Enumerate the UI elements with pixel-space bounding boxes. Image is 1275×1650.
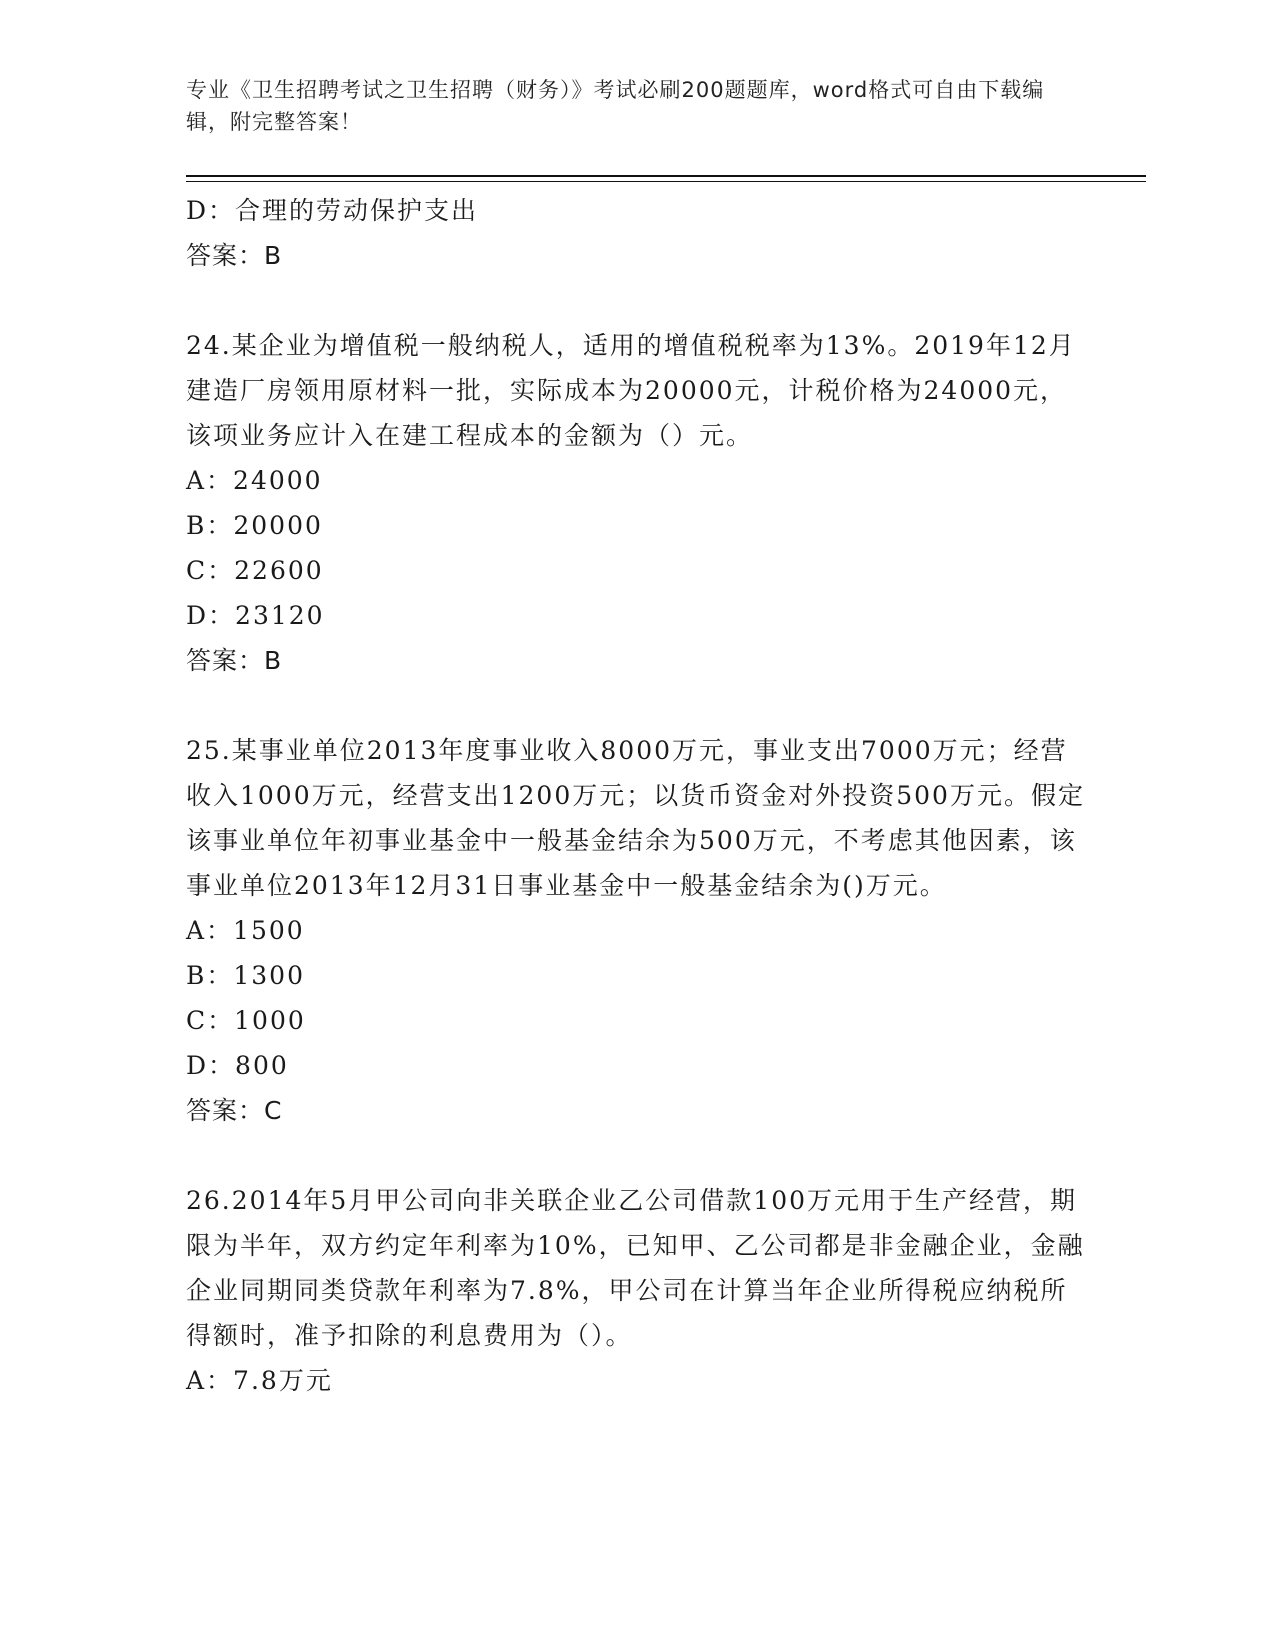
option-d: D：23120 [186, 601, 325, 630]
question-26 [186, 1178, 1086, 1403]
option-a: A：7.8万元 [186, 1366, 333, 1395]
option-b: B：1300 [186, 961, 305, 990]
question-25 [186, 728, 1086, 1133]
header-divider-thin [186, 181, 1146, 182]
option-d: D：合理的劳动保护支出 [186, 196, 479, 225]
option-c: C：1000 [186, 1006, 306, 1035]
option-c: C：22600 [186, 556, 324, 585]
question-text: 26.2014年5月甲公司向非关联企业乙公司借款100万元用于生产经营，期限为半年，双方约定年利率为10%，已知甲、乙公司都是非金融企业，金融企业同期同类贷款年利率为7.8%，甲公司在计算当年企业所得税应纳税所得额时，准予扣除的利息费用为（）。 [186, 1186, 1085, 1350]
question-content [186, 188, 1086, 1403]
option-b: B：20000 [186, 511, 323, 540]
answer-line: 答案：B [186, 646, 283, 675]
option-a: A：24000 [186, 466, 323, 495]
header-divider [186, 175, 1146, 177]
answer-line: 答案：B [186, 241, 283, 270]
answer-line: 答案：C [186, 1096, 283, 1125]
question-text: 24.某企业为增值税一般纳税人，适用的增值税税率为13%。2019年12月建造厂房领用原材料一批，实际成本为20000元，计税价格为24000元，该项业务应计入在建工程成本的金额为（）元。 [186, 331, 1076, 450]
question-text: 25.某事业单位2013年度事业收入8000万元，事业支出7000万元；经营收入1000万元，经营支出1200万元；以货币资金对外投资500万元。假定该事业单位年初事业基金中一般基金结余为500万元，不考虑其他因素，该事业单位2013年12月31日事业基金中一般基金结余为()万元。 [186, 736, 1085, 900]
document-header: 专业《卫生招聘考试之卫生招聘（财务）》考试必刷200题题库，word格式可自由下载编辑，附完整答案！ [186, 78, 1045, 134]
option-a: A：1500 [186, 916, 305, 945]
question-24 [186, 323, 1086, 683]
option-d: D：800 [186, 1051, 289, 1080]
